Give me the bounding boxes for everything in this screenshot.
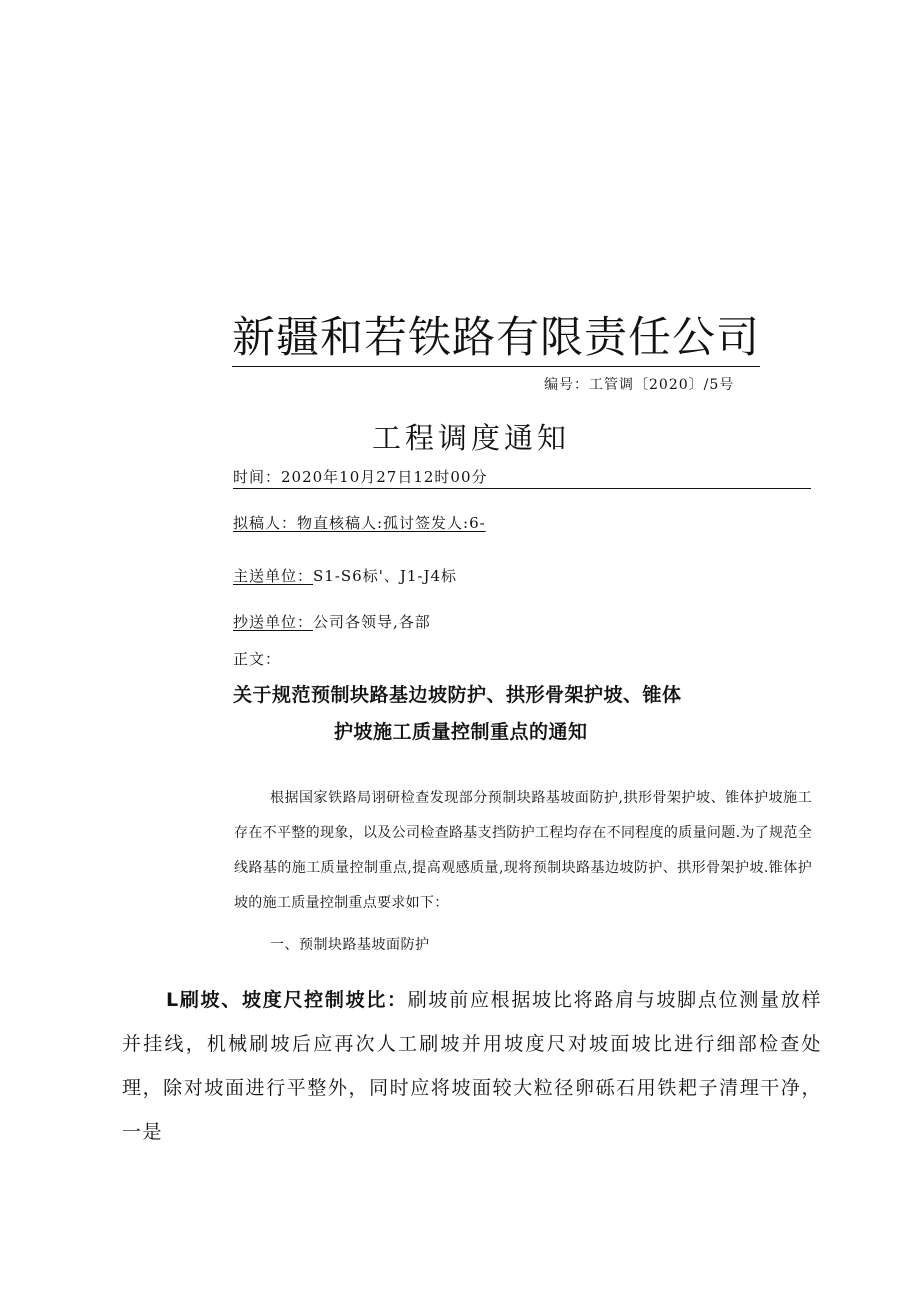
- item-1-text: 刷坡前应根据坡比将路肩与坡脚点位测量放样并挂线，机械刷坡后应再次人工刷坡并用坡度尺对坡面坡比进行细部检查处理，除对坡面进行平整外，同时应将坡面较大粒径卵砾石用铁耙子清理干净，一是: [122, 989, 822, 1143]
- main-recipient-line: [233, 565, 457, 586]
- section-1-heading: 一、预制块路基坡面防护: [270, 937, 430, 953]
- notice-title: 工程调度通知: [372, 421, 571, 455]
- document-number: 编号：工管调〔2020〕/5号: [544, 377, 735, 393]
- company-name: 新疆和若铁路有限责任公司: [232, 312, 760, 367]
- body-label: 正文：: [233, 650, 282, 668]
- item-1-paragraph: [122, 978, 822, 1154]
- cc-line: [233, 611, 431, 632]
- main-recipient-value: S1-S6标'、J1-J4标: [313, 567, 458, 585]
- main-recipient-label: 主送单位：: [233, 567, 314, 585]
- drafter-line: [233, 512, 486, 533]
- drafter-text: 拟稿人：物直核稿人:孤讨签发人:6-: [233, 514, 486, 532]
- header-divider: [233, 488, 811, 489]
- cc-value: 公司各领导,各部: [313, 613, 431, 631]
- issue-time: 时间：2020年10月27日12时00分: [233, 468, 488, 486]
- body-paragraph-1: 根据国家铁路局诩研检查发现部分预制块路基坡面防护,拱形骨架护坡、锥体护坡施工存在不平整的现象，以及公司检查路基支挡防护工程均存在不同程度的质量问题.为了规范全线路基的施工质量控制重点,提高观感质量,现将预制块路基边坡防护、拱形骨架护坡.锥体护坡的施工质量控制重点要求如下：: [234, 790, 812, 911]
- item-1-lead: L刷坡、坡度尺控制坡比：: [166, 989, 408, 1011]
- subject-line-1: 关于规范预制块路基边坡防护、拱形骨架护坡、锥体: [233, 684, 682, 706]
- subject-line-2: 护坡施工质量控制重点的通知: [334, 721, 588, 743]
- cc-label: 抄送单位：: [233, 613, 314, 631]
